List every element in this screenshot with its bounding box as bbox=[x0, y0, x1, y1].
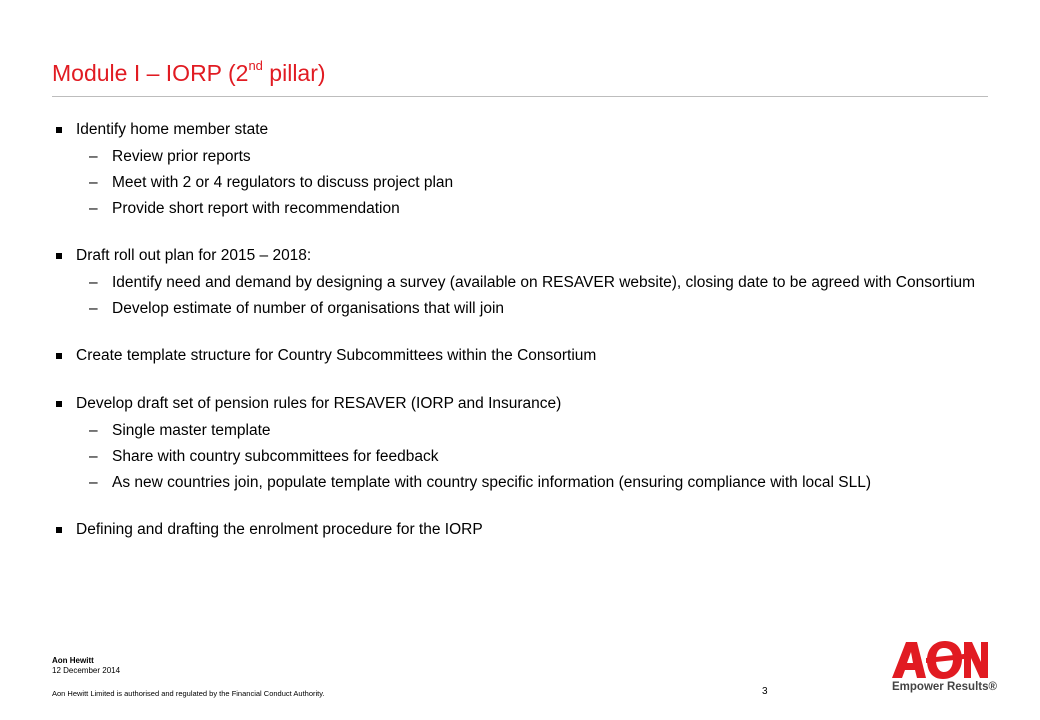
footer-info bbox=[52, 656, 120, 676]
sub-item-text: Identify need and demand by designing a survey (available on RESAVER website), closing date to be agreed with Consortium bbox=[112, 274, 976, 291]
square-bullet-icon bbox=[56, 127, 62, 133]
section-3 bbox=[52, 345, 992, 367]
bullet-item bbox=[52, 519, 992, 541]
footer-disclaimer: Aon Hewitt Limited is authorised and regulated by the Financial Conduct Authority. bbox=[52, 689, 325, 698]
title-superscript: nd bbox=[248, 58, 263, 74]
square-bullet-icon bbox=[56, 527, 62, 533]
title-text-rest: pillar) bbox=[262, 60, 326, 86]
sub-item-text: Review prior reports bbox=[112, 148, 251, 165]
dash-icon: – bbox=[89, 148, 98, 165]
square-bullet-icon bbox=[56, 353, 62, 359]
sub-item-text: Share with country subcommittees for feedback bbox=[112, 448, 439, 465]
bullet-list bbox=[52, 119, 992, 567]
sub-item bbox=[52, 173, 992, 193]
bullet-item bbox=[52, 345, 992, 367]
title-divider bbox=[52, 96, 988, 97]
bullet-text: Create template structure for Country Subcommittees within the Consortium bbox=[76, 347, 597, 364]
sub-item bbox=[52, 299, 992, 319]
sub-item bbox=[52, 199, 992, 219]
section-5 bbox=[52, 519, 992, 541]
bullet-item bbox=[52, 119, 992, 141]
section-4 bbox=[52, 393, 992, 493]
bullet-item bbox=[52, 245, 992, 267]
sub-item-text: Meet with 2 or 4 regulators to discuss project plan bbox=[112, 174, 454, 191]
footer-date: 12 December 2014 bbox=[52, 666, 121, 675]
sub-item-text: As new countries join, populate template with country specific information (ensuring compliance with local SLL) bbox=[112, 474, 872, 491]
title-text: Module I – IORP (2 bbox=[52, 60, 249, 86]
section-1 bbox=[52, 119, 992, 219]
square-bullet-icon bbox=[56, 401, 62, 407]
sub-item-text: Develop estimate of number of organisations that will join bbox=[112, 300, 505, 317]
page-title bbox=[52, 60, 326, 87]
aon-tagline: Empower Results® bbox=[892, 681, 997, 693]
bullet-text: Identify home member state bbox=[76, 121, 269, 138]
dash-icon: – bbox=[89, 448, 98, 465]
sub-item bbox=[52, 447, 992, 467]
dash-icon: – bbox=[89, 174, 98, 191]
dash-icon: – bbox=[89, 300, 98, 317]
sub-item-text: Single master template bbox=[112, 422, 271, 439]
section-2 bbox=[52, 245, 992, 319]
aon-logo-icon bbox=[890, 638, 990, 680]
sub-item bbox=[52, 473, 992, 493]
dash-icon: – bbox=[89, 474, 98, 491]
page-number: 3 bbox=[762, 686, 768, 697]
dash-icon: – bbox=[89, 274, 98, 291]
bullet-text: Develop draft set of pension rules for RESAVER (IORP and Insurance) bbox=[76, 395, 562, 412]
sub-item bbox=[52, 147, 992, 167]
dash-icon: – bbox=[89, 200, 98, 217]
bullet-text: Draft roll out plan for 2015 – 2018: bbox=[76, 247, 312, 264]
square-bullet-icon bbox=[56, 253, 62, 259]
sub-item bbox=[52, 273, 992, 293]
bullet-item bbox=[52, 393, 992, 415]
footer-org: Aon Hewitt bbox=[52, 656, 94, 665]
bullet-text: Defining and drafting the enrolment procedure for the IORP bbox=[76, 521, 483, 538]
sub-item bbox=[52, 421, 992, 441]
sub-item-text: Provide short report with recommendation bbox=[112, 200, 400, 217]
dash-icon: – bbox=[89, 422, 98, 439]
